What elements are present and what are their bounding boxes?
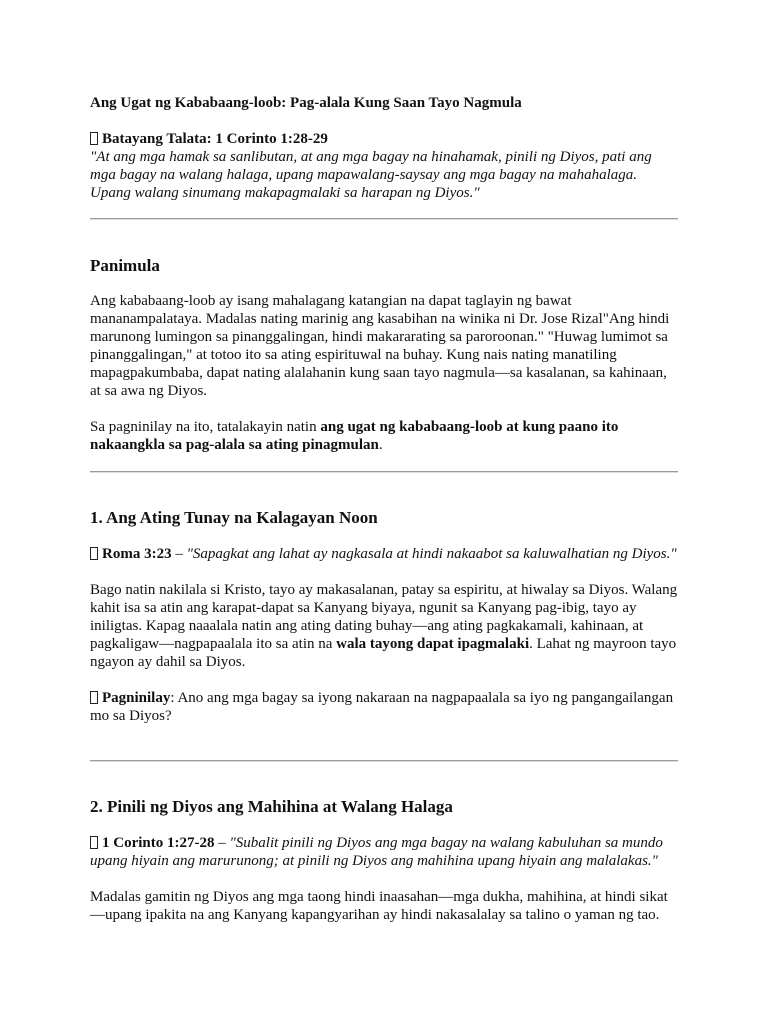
- section1-verse-ref: Roma 3:23: [102, 546, 172, 562]
- section1-verse: [90, 545, 680, 563]
- base-verse-block: [90, 130, 680, 202]
- section1-body-bold: wala tayong dapat ipagmalaki: [336, 636, 530, 652]
- missing-glyph-icon: [90, 132, 98, 145]
- section-divider: [90, 471, 678, 473]
- intro-paragraph-1: Ang kababaang-loob ay isang mahalagang katangian na dapat taglayin ng bawat mananampalataya. Madalas nating marinig ang kasabihan na winika ni Dr. Jose Rizal"Ang hindi marunong lumingon sa pinanggalingan, hindi makararating sa paroroonan." "Huwag lumimot sa pinanggalingan," at totoo ito sa ating espirituwal na buhay. Kung nais nating manatiling mapagpakumbaba, dapat nating alalahanin kung saan tayo nagmula—sa kasalanan, sa kahinaan, at sa awa ng Diyos.: [90, 293, 670, 399]
- missing-glyph-icon: [90, 547, 98, 560]
- section2-block: [90, 834, 680, 924]
- missing-glyph-icon: [90, 691, 98, 704]
- missing-glyph-icon: [90, 836, 98, 849]
- section1-block: [90, 545, 680, 725]
- section2-verse-ref: 1 Corinto 1:27-28: [102, 835, 215, 851]
- section1-reflection: [90, 689, 680, 725]
- intro-heading: Panimula: [90, 256, 160, 275]
- section1-body: [90, 581, 680, 671]
- intro-p2-end: .: [378, 437, 383, 453]
- section2-body: Madalas gamitin ng Diyos ang mga taong hindi inaasahan—mga dukha, mahihina, at hindi sikat —upang ipakita na ang Kanyang kapangyarihan ay hindi nakasalalay sa talino o yaman ng tao.: [90, 889, 668, 923]
- intro-paragraph-2: [90, 418, 680, 454]
- section1-heading: 1. Ang Ating Tunay na Kalagayan Noon: [90, 508, 378, 527]
- base-verse-text: "At ang mga hamak sa sanlibutan, at ang mga bagay na hinahamak, pinili ng Diyos, pati ang mga bagay na walang halaga, upang mapawalang-saysay ang mga bagay na mahahalaga. Upang walang sinumang makapagmalaki sa harapan ng Diyos.": [90, 149, 652, 201]
- document-title: Ang Ugat ng Kababaang-loob: Pag-alala Kung Saan Tayo Nagmula: [90, 95, 522, 111]
- base-verse-label-line: [90, 130, 680, 148]
- section1-body-text: Bago natin nakilala si Kristo, tayo ay makasalanan, patay sa espiritu, at hiwalay sa Diyos. Walang kahit isa sa atin ang karapat-dapat sa Kanyang biyaya, ngunit sa Kanyang pag-ibig, tayo ay iniligtas. Kapag naaalala natin ang ating dating buhay—ang ating pagkakamali, kahinaan, at pagkaligaw—nagpapaalala ito sa atin na: [90, 582, 678, 652]
- section1-body-end: . Lahat ng mayroon tayo ngayon ay dahil sa Diyos.: [90, 636, 677, 670]
- verse-dash: –: [214, 835, 230, 851]
- reflection-label: Pagninilay: [102, 690, 171, 706]
- section2-verse-text: "Subalit pinili ng Diyos ang mga bagay na walang kabuluhan sa mundo upang hiyain ang marurunong; at pinili ng Diyos ang mahihina upang hiyain ang malalakas.": [90, 835, 663, 869]
- verse-dash: –: [171, 546, 187, 562]
- reflection-text: : Ano ang mga bagay sa iyong nakaraan na nagpapaalala sa iyo ng pangangailangan mo sa Diyos?: [90, 690, 674, 724]
- base-verse-label: Batayang Talata: 1 Corinto 1:28-29: [102, 131, 328, 147]
- section1-verse-text: "Sapagkat ang lahat ay nagkasala at hindi nakaabot sa kaluwalhatian ng Diyos.": [186, 546, 677, 562]
- section2-verse: [90, 834, 680, 870]
- section-divider: [90, 218, 678, 220]
- intro-block: [90, 292, 680, 454]
- section-divider: [90, 760, 678, 762]
- section2-heading: 2. Pinili ng Diyos ang Mahihina at Walang Halaga: [90, 797, 453, 816]
- intro-p2-text: Sa pagninilay na ito, tatalakayin natin: [90, 419, 321, 435]
- intro-p2-bold: ang ugat ng kababaang-loob at kung paano ito nakaangkla sa pag-alala sa ating pinagmulan: [90, 419, 619, 453]
